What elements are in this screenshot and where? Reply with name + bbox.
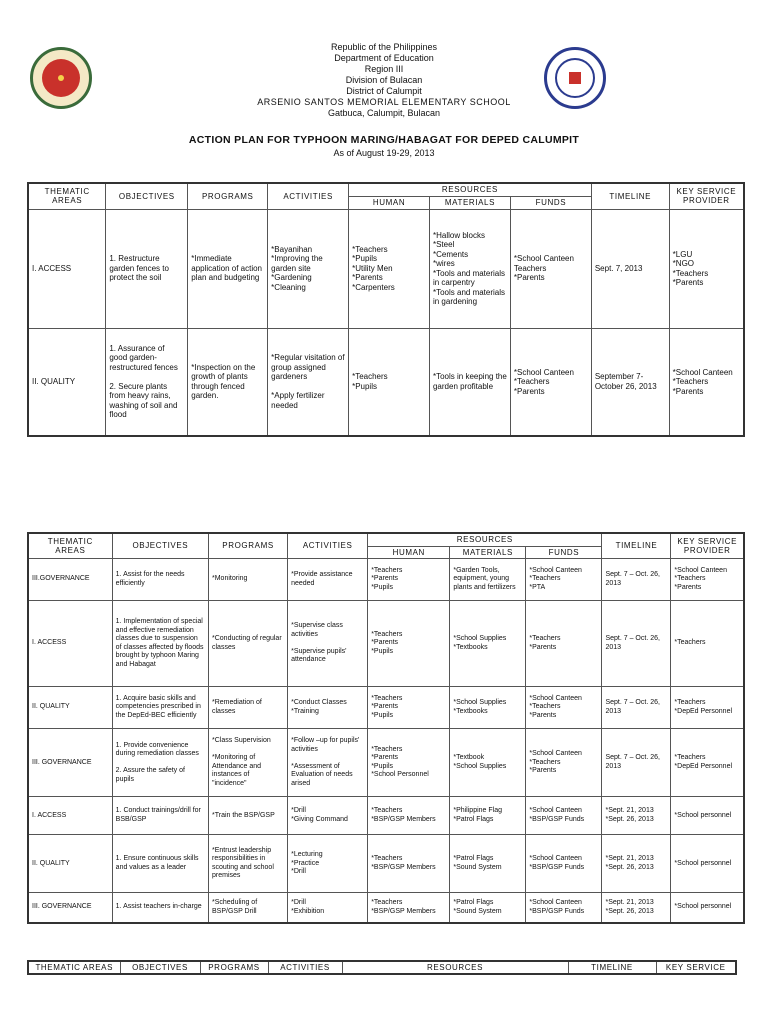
cell-area: I. ACCESS (28, 601, 112, 687)
col-timeline: TIMELINE (568, 961, 656, 974)
header-line-1: Republic of the Philippines (330, 42, 438, 52)
table-row (28, 797, 744, 835)
cell-human: *Teachers *BSP/GSP Members (368, 835, 450, 893)
cell-human: *Teachers *Parents *Pupils (368, 601, 450, 687)
cell-area: II. QUALITY (28, 687, 112, 729)
cell-funds: *Teachers *Parents (526, 601, 602, 687)
cell-materials: *Patrol Flags *Sound System (450, 893, 526, 923)
col-resources: RESOURCES (368, 533, 602, 546)
cell-provider: *Teachers *DepEd Personnel (671, 687, 744, 729)
table-row (28, 209, 744, 328)
col-key-service-provider: KEY SERVICE PROVIDER (671, 533, 744, 559)
cell-provider: *School Canteen *Teachers *Parents (671, 559, 744, 601)
document-title: ACTION PLAN FOR TYPHOON MARING/HABAGAT FOR DEPED CALUMPIT (188, 134, 580, 146)
cell-activities: *Supervise class activities *Supervise pupils' attendance (288, 601, 368, 687)
col-thematic-areas: THEMATIC AREAS (28, 533, 112, 559)
col-funds: FUNDS (510, 196, 591, 209)
col-funds: FUNDS (526, 546, 602, 559)
table-row (28, 328, 744, 436)
cell-timeline: Sept. 7 – Oct. 26, 2013 (602, 729, 671, 797)
col-programs: PROGRAMS (188, 183, 268, 209)
cell-materials: *School Supplies *Textbooks (450, 687, 526, 729)
cell-activities: *Lecturing *Practice *Drill (288, 835, 368, 893)
cell-funds: *School Canteen *BSP/GSP Funds (526, 797, 602, 835)
cell-objectives: 1. Conduct trainings/drill for BSB/GSP (112, 797, 208, 835)
cell-materials: *School Supplies *Textbooks (450, 601, 526, 687)
action-plan-table-1 (27, 182, 745, 437)
cell-materials: *Philippine Flag *Patrol Flags (450, 797, 526, 835)
col-materials: MATERIALS (450, 546, 526, 559)
school-seal-logo (30, 47, 92, 109)
cell-materials: *Textbook *School Supplies (450, 729, 526, 797)
cell-area: III.GOVERNANCE (28, 559, 112, 601)
table-row (28, 835, 744, 893)
cell-timeline: Sept. 7 – Oct. 26, 2013 (602, 559, 671, 601)
cell-materials: *Tools in keeping the garden profitable (429, 328, 510, 436)
col-objectives: OBJECTIVES (106, 183, 188, 209)
cell-provider: *Teachers *DepEd Personnel (671, 729, 744, 797)
cell-programs: *Train the BSP/GSP (209, 797, 288, 835)
cell-area: I. ACCESS (28, 209, 106, 328)
cell-area: II. QUALITY (28, 835, 112, 893)
cell-programs: *Inspection on the growth of plants through fenced garden. (188, 328, 268, 436)
cell-funds: *School Canteen *Teachers *Parents (526, 729, 602, 797)
cell-human: *Teachers *Parents *Pupils (368, 559, 450, 601)
cell-timeline: *Sept. 21, 2013 *Sept. 26, 2013 (602, 893, 671, 923)
cell-timeline: September 7- October 26, 2013 (591, 328, 669, 436)
cell-materials: *Patrol Flags *Sound System (450, 835, 526, 893)
cell-objectives: 1. Assist for the needs efficiently (112, 559, 208, 601)
cell-objectives: 1. Acquire basic skills and competencies prescribed in the DepEd-BEC efficiently (112, 687, 208, 729)
col-objectives: OBJECTIVES (112, 533, 208, 559)
col-key-service-provider: KEY SERVICE PROVIDER (669, 183, 744, 209)
cell-activities: *Drill *Giving Command (288, 797, 368, 835)
col-key-service: KEY SERVICE (656, 961, 736, 974)
cell-objectives: 1. Assurance of good garden-restructured fences 2. Secure plants from heavy rains, washing of soil and flood (106, 328, 188, 436)
cell-provider: *School personnel (671, 835, 744, 893)
cell-programs: *Remediation of classes (209, 687, 288, 729)
cell-programs: *Monitoring (209, 559, 288, 601)
cell-activities: *Bayanihan *Improving the garden site *Gardening *Cleaning (268, 209, 349, 328)
letterhead (200, 42, 568, 119)
cell-objectives: 1. Assist teachers in-charge (112, 893, 208, 923)
school-address: Gatbuca, Calumpit, Bulacan (327, 108, 441, 118)
cell-funds: *School Canteen *BSP/GSP Funds (526, 893, 602, 923)
cell-funds: *School Canteen *Teachers *Parents (526, 687, 602, 729)
cell-timeline: Sept. 7, 2013 (591, 209, 669, 328)
table-row (28, 559, 744, 601)
cell-activities: *Drill *Exhibition (288, 893, 368, 923)
cell-activities: *Follow –up for pupils' activities *Assessment of Evaluation of needs arised (288, 729, 368, 797)
cell-programs: *Immediate application of action plan and budgeting (188, 209, 268, 328)
action-plan-table-3-header (27, 960, 737, 975)
cell-timeline: Sept. 7 – Oct. 26, 2013 (602, 601, 671, 687)
col-programs: PROGRAMS (209, 533, 288, 559)
table-row (28, 601, 744, 687)
col-resources: RESOURCES (342, 961, 568, 974)
action-plan-table-2 (27, 532, 745, 924)
cell-area: III. GOVERNANCE (28, 729, 112, 797)
col-timeline: TIMELINE (602, 533, 671, 559)
cell-programs: *Class Supervision *Monitoring of Attendance and instances of "incidence" (209, 729, 288, 797)
school-name: ARSENIO SANTOS MEMORIAL ELEMENTARY SCHOOL (257, 97, 511, 107)
cell-provider: *School Canteen *Teachers *Parents (669, 328, 744, 436)
cell-provider: *Teachers (671, 601, 744, 687)
cell-programs: *Entrust leadership responsibilities in scouting and school premises (209, 835, 288, 893)
cell-funds: *School Canteen Teachers *Parents (510, 209, 591, 328)
cell-area: II. QUALITY (28, 328, 106, 436)
cell-objectives: 1. Ensure continuous skills and values as a leader (112, 835, 208, 893)
cell-provider: *LGU *NGO *Teachers *Parents (669, 209, 744, 328)
table-row (28, 687, 744, 729)
col-timeline: TIMELINE (591, 183, 669, 209)
header-line-4: Division of Bulacan (345, 75, 423, 85)
cell-human: *Teachers *BSP/GSP Members (368, 797, 450, 835)
col-activities: ACTIVITIES (268, 183, 349, 209)
cell-activities: *Conduct Classes *Training (288, 687, 368, 729)
col-activities: ACTIVITIES (288, 533, 368, 559)
cell-area: I. ACCESS (28, 797, 112, 835)
header-line-2: Department of Education (334, 53, 434, 63)
cell-human: *Teachers *Pupils (349, 328, 430, 436)
cell-provider: *School personnel (671, 797, 744, 835)
col-thematic-areas: THEMATIC AREAS (28, 961, 120, 974)
col-resources: RESOURCES (349, 183, 592, 196)
table-row (28, 729, 744, 797)
cell-area: III. GOVERNANCE (28, 893, 112, 923)
cell-objectives: 1. Provide convenience during remediation classes 2. Assure the safety of pupils (112, 729, 208, 797)
col-thematic-areas: THEMATIC AREAS (28, 183, 106, 209)
cell-objectives: 1. Restructure garden fences to protect the soil (106, 209, 188, 328)
col-activities: ACTIVITIES (268, 961, 342, 974)
cell-provider: *School personnel (671, 893, 744, 923)
document-date: As of August 19-29, 2013 (333, 148, 435, 158)
col-programs: PROGRAMS (200, 961, 268, 974)
cell-materials: *Hallow blocks *Steel *Cements *wires *Tools and materials in carpentry *Tools and materials in gardening (429, 209, 510, 328)
cell-activities: *Regular visitation of group assigned gardeners *Apply fertilizer needed (268, 328, 349, 436)
cell-human: *Teachers *BSP/GSP Members (368, 893, 450, 923)
cell-objectives: 1. Implementation of special and effective remediation classes due to suspension of classes affected by floods brought by typhoon Maring and Habagat (112, 601, 208, 687)
cell-funds: *School Canteen *Teachers *Parents (510, 328, 591, 436)
col-materials: MATERIALS (429, 196, 510, 209)
cell-materials: *Garden Tools, equipment, young plants and fertilizers (450, 559, 526, 601)
cell-programs: *Scheduling of BSP/GSP Drill (209, 893, 288, 923)
cell-funds: *School Canteen *BSP/GSP Funds (526, 835, 602, 893)
col-human: HUMAN (368, 546, 450, 559)
cell-human: *Teachers *Parents *Pupils *School Personnel (368, 729, 450, 797)
col-human: HUMAN (349, 196, 430, 209)
cell-timeline: *Sept. 21, 2013 *Sept. 26, 2013 (602, 797, 671, 835)
cell-timeline: *Sept. 21, 2013 *Sept. 26, 2013 (602, 835, 671, 893)
cell-activities: *Provide assistance needed (288, 559, 368, 601)
cell-human: *Teachers *Parents *Pupils (368, 687, 450, 729)
cell-timeline: Sept. 7 – Oct. 26, 2013 (602, 687, 671, 729)
header-line-3: Region III (364, 64, 404, 74)
cell-programs: *Conducting of regular classes (209, 601, 288, 687)
cell-human: *Teachers *Pupils *Utility Men *Parents *Carpenters (349, 209, 430, 328)
table-row (28, 893, 744, 923)
cell-funds: *School Canteen *Teachers *PTA (526, 559, 602, 601)
col-objectives: OBJECTIVES (120, 961, 200, 974)
header-line-5: District of Calumpit (346, 86, 422, 96)
